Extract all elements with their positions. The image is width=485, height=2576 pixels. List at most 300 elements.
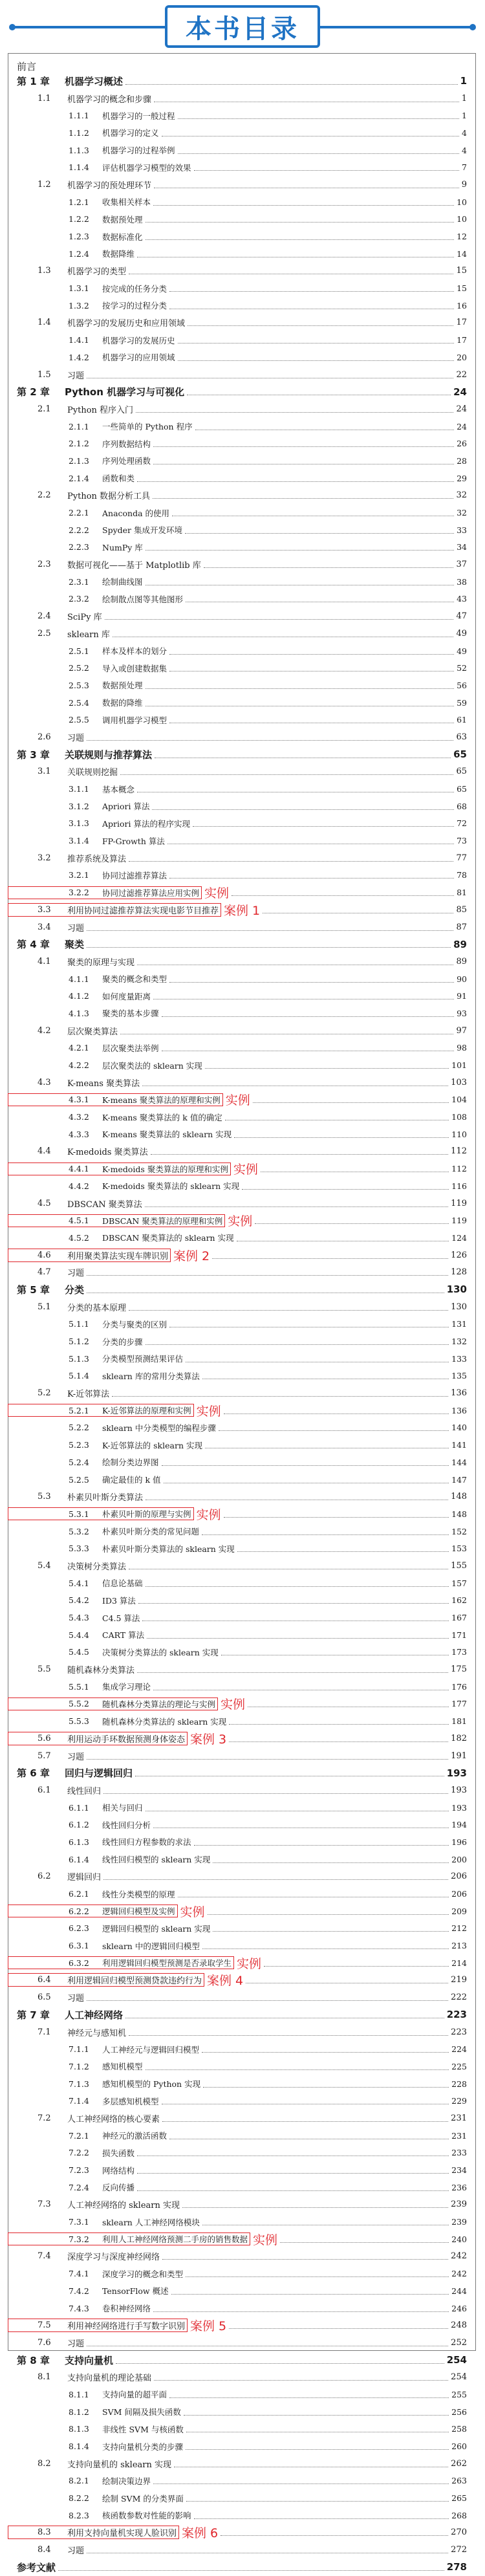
toc-entry-subsection[interactable]	[10, 591, 473, 608]
example-tag: 实例	[225, 1093, 250, 1108]
toc-entry-subsection[interactable]	[10, 2145, 473, 2162]
toc-entry-section[interactable]	[10, 901, 473, 919]
toc-entry-number: 第 2 章	[17, 386, 50, 398]
toc-entry-title: 利用聚类算法实现车牌识别	[67, 1251, 169, 1261]
toc-entry-page: 234	[451, 2165, 467, 2176]
highlight-box	[8, 2232, 250, 2245]
toc-entry-subsection[interactable]	[10, 1160, 473, 1177]
toc-entry-title: 机器学习的过程举例	[102, 146, 175, 156]
toc-entry-title: 机器学习的定义	[102, 128, 159, 138]
toc-entry-subsection[interactable]	[10, 2438, 473, 2455]
toc-entry-section[interactable]	[10, 314, 473, 332]
toc-entry-number: 7.1	[38, 2027, 51, 2037]
toc-entry-number: 1.1.4	[69, 162, 89, 173]
toc-entry-subsection[interactable]	[10, 884, 473, 901]
dot-leader	[237, 1551, 449, 1552]
toc-entry-section[interactable]	[10, 1661, 473, 1678]
toc-entry-subsection[interactable]	[10, 1816, 473, 1833]
toc-entry-subsection[interactable]	[10, 1056, 473, 1074]
toc-entry-section[interactable]	[10, 263, 473, 280]
toc-entry-section[interactable]	[10, 1298, 473, 1316]
dot-leader	[153, 2483, 449, 2484]
dot-leader	[147, 1638, 449, 1639]
toc-entry-page: 12	[457, 232, 467, 242]
toc-entry-title: 随机森林分类算法的 sklearn 实现	[102, 1716, 227, 1727]
toc-entry-subsection[interactable]	[10, 815, 473, 833]
toc-entry-page: 176	[451, 1681, 467, 1692]
dot-leader	[112, 1396, 448, 1397]
toc-entry-subsection[interactable]	[10, 2092, 473, 2110]
dot-leader	[208, 1914, 449, 1915]
toc-entry-number: 1.4.1	[69, 335, 89, 345]
dot-leader	[103, 1793, 448, 1794]
toc-entry-chapter[interactable]	[10, 1764, 473, 1782]
toc-entry-section[interactable]	[10, 1247, 473, 1264]
toc-entry-number: 1.4	[38, 318, 51, 328]
toc-entry-subsection[interactable]	[10, 1575, 473, 1592]
toc-entry-section[interactable]	[10, 2455, 473, 2472]
toc-entry-number: 5.2.1	[69, 1405, 89, 1415]
toc-entry-subsection[interactable]	[10, 1040, 473, 1057]
toc-entry-page: 136	[451, 1388, 467, 1399]
toc-entry-title: 利用逻辑回归模型预测贷款违约行为	[67, 1976, 202, 1987]
toc-entry-section[interactable]	[10, 1782, 473, 1799]
toc-entry-page: 219	[451, 1975, 467, 1985]
toc-entry-number: 7.2.1	[69, 2130, 89, 2141]
toc-entry-number: 3.2.2	[69, 888, 89, 898]
toc-entry-subsection[interactable]	[10, 677, 473, 694]
toc-entry-section[interactable]	[10, 1384, 473, 1402]
toc-entry-page: 104	[451, 1095, 467, 1105]
example-tag: 实例	[180, 1905, 205, 1919]
toc-entry-subsection[interactable]	[10, 1696, 473, 1713]
toc-entry-subsection[interactable]	[10, 435, 473, 452]
toc-entry-subsection[interactable]	[10, 1609, 473, 1626]
toc-entry-subsection[interactable]	[10, 1592, 473, 1610]
toc-entry-number: 2.2	[38, 490, 51, 501]
toc-entry-subsection[interactable]	[10, 2300, 473, 2317]
toc-entry-subsection[interactable]	[10, 1333, 473, 1350]
toc-entry-chapter[interactable]	[10, 935, 473, 953]
toc-entry-page: 214	[451, 1958, 467, 1968]
toc-entry-chapter[interactable]	[10, 72, 473, 90]
toc-entry-subsection[interactable]	[10, 1540, 473, 1557]
toc-entry-subsection[interactable]	[10, 1937, 473, 1954]
toc-entry-subsection[interactable]	[10, 521, 473, 539]
toc-entry-subsection[interactable]	[10, 1177, 473, 1195]
toc-entry-page: 223	[451, 2027, 467, 2037]
toc-entry-number: 4.3.1	[69, 1095, 89, 1105]
toc-entry-title: sklearn 中的逻辑回归模型	[102, 1941, 200, 1951]
toc-entry-end[interactable]	[10, 2559, 473, 2576]
toc-entry-number: 1.1	[38, 93, 51, 104]
toc-entry-number: 4.1.2	[69, 991, 89, 1001]
toc-entry-number: 1.1.3	[69, 145, 89, 155]
toc-entry-subsection[interactable]	[10, 470, 473, 487]
toc-entry-number: 3.1	[38, 767, 51, 777]
toc-entry-section[interactable]	[10, 1730, 473, 1747]
toc-entry-section[interactable]	[10, 2196, 473, 2214]
toc-entry-subsection[interactable]	[10, 2489, 473, 2507]
toc-entry-section[interactable]	[10, 728, 473, 746]
toc-entry-section[interactable]	[10, 1557, 473, 1575]
toc-entry-title: 支持向量机分类的步骤	[102, 2441, 184, 2452]
toc-entry-subsection[interactable]	[10, 142, 473, 159]
toc-entry-section[interactable]	[10, 2368, 473, 2386]
toc-entry-number: 5.3.1	[69, 1509, 89, 1519]
toc-entry-section[interactable]	[10, 1263, 473, 1281]
toc-entry-subsection[interactable]	[10, 1454, 473, 1471]
toc-entry-chapter[interactable]	[10, 2352, 473, 2369]
toc-entry-page: 112	[451, 1146, 467, 1157]
toc-entry-subsection[interactable]	[10, 1126, 473, 1143]
toc-entry-subsection[interactable]	[10, 1368, 473, 1385]
toc-entry-subsection[interactable]	[10, 2507, 473, 2524]
toc-entry-section[interactable]	[10, 1488, 473, 1505]
toc-entry-section[interactable]	[10, 2110, 473, 2127]
toc-entry-subsection[interactable]	[10, 659, 473, 677]
dot-leader	[253, 1102, 449, 1103]
toc-entry-title: TensorFlow 概述	[102, 2286, 169, 2297]
example-tag: 案例 4	[207, 1974, 244, 1989]
toc-entry-title: 人工神经网络的核心要素	[67, 2114, 160, 2124]
toc-entry-page: 173	[451, 1647, 467, 1657]
toc-entry-subsection[interactable]	[10, 2231, 473, 2248]
toc-entry-subsection[interactable]	[10, 504, 473, 521]
toc-entry-section[interactable]	[10, 2334, 473, 2352]
toc-entry-subsection[interactable]	[10, 2161, 473, 2179]
toc-entry-page: 47	[456, 611, 467, 622]
toc-entry-subsection[interactable]	[10, 228, 473, 245]
toc-entry-subsection[interactable]	[10, 1644, 473, 1661]
toc-entry-subsection[interactable]	[10, 1350, 473, 1368]
toc-entry-subsection[interactable]	[10, 2127, 473, 2145]
toc-entry-subsection[interactable]	[10, 642, 473, 660]
example-tag: 案例 3	[190, 1732, 227, 1747]
toc-entry-chapter[interactable]	[10, 2006, 473, 2024]
toc-entry-title: DBSCAN 聚类算法的 sklearn 实现	[102, 1233, 234, 1243]
toc-entry-page: 194	[451, 1820, 467, 1830]
toc-entry-number: 3.1.4	[69, 836, 89, 846]
toc-entry-number: 5.4	[38, 1560, 51, 1571]
toc-entry-title: 绘制散点图等其他图形	[102, 594, 184, 604]
toc-entry-page: 43	[457, 594, 467, 604]
toc-entry-subsection[interactable]	[10, 1833, 473, 1851]
toc-entry-number: 3.3	[38, 904, 51, 915]
toc-entry-number: 1.4.2	[69, 352, 89, 362]
toc-entry-title: 线性分类模型的原理	[102, 1889, 175, 1899]
toc-entry-subsection[interactable]	[10, 124, 473, 142]
toc-entry-page: 16	[457, 300, 467, 311]
toc-entry-page: 260	[451, 2441, 467, 2452]
toc-entry-number: 5.2.4	[69, 1457, 89, 1467]
toc-entry-subsection[interactable]	[10, 1626, 473, 1644]
toc-entry-number: 2.1	[38, 404, 51, 414]
toc-entry-subsection[interactable]	[10, 452, 473, 470]
example-tag: 实例	[228, 1214, 253, 1229]
toc-entry-subsection[interactable]	[10, 245, 473, 263]
toc-entry-section[interactable]	[10, 1972, 473, 1989]
toc-entry-number: 5.4.2	[69, 1595, 89, 1606]
toc-entry-page: 85	[456, 904, 467, 915]
toc-entry-title: DBSCAN 聚类算法的原理和实例	[102, 1216, 223, 1226]
toc-entry-subsection[interactable]	[10, 1108, 473, 1126]
toc-entry-section[interactable]	[10, 487, 473, 505]
toc-entry-subsection[interactable]	[10, 711, 473, 728]
toc-entry-subsection[interactable]	[10, 107, 473, 124]
toc-entry-number: 7.3.2	[69, 2234, 89, 2244]
toc-entry-title: sklearn 库	[67, 629, 110, 640]
highlight-box	[8, 1973, 204, 1987]
toc-entry-page: 231	[451, 2113, 467, 2123]
toc-entry-subsection[interactable]	[10, 1523, 473, 1540]
dot-leader	[145, 1206, 448, 1207]
toc-entry-page: 119	[451, 1198, 467, 1208]
toc-entry-subsection[interactable]	[10, 2282, 473, 2300]
toc-entry-number: 8.2	[38, 2458, 51, 2469]
toc-entry-subsection[interactable]	[10, 1678, 473, 1696]
toc-entry-title: 机器学习的一般过程	[102, 111, 175, 121]
toc-entry-title: 协同过滤推荐算法应用实例	[102, 888, 200, 898]
toc-entry-page: 38	[457, 576, 467, 587]
toc-entry-subsection[interactable]	[10, 867, 473, 884]
toc-entry-subsection[interactable]	[10, 1091, 473, 1109]
toc-entry-number: 7.2.3	[69, 2165, 89, 2176]
toc-entry-section[interactable]	[10, 366, 473, 384]
toc-entry-subsection[interactable]	[10, 1954, 473, 1972]
toc-entry-number: 3.1.2	[69, 801, 89, 811]
toc-entry-number: 6.1.4	[69, 1854, 89, 1864]
toc-entry-subsection[interactable]	[10, 970, 473, 988]
toc-entry-page: 148	[451, 1492, 467, 1502]
toc-entry-section[interactable]	[10, 849, 473, 867]
toc-entry-number: 3.1.1	[69, 784, 89, 794]
toc-entry-subsection[interactable]	[10, 1212, 473, 1229]
toc-entry-title: sklearn 中分类模型的编程步骤	[102, 1423, 216, 1433]
toc-entry-subsection[interactable]	[10, 1229, 473, 1247]
toc-entry-subsection[interactable]	[10, 2179, 473, 2196]
toc-entry-page: 254	[446, 2354, 467, 2366]
toc-entry-subsection[interactable]	[10, 2213, 473, 2231]
toc-entry-subsection[interactable]	[10, 1903, 473, 1920]
toc-entry-number: 8.2.3	[69, 2510, 89, 2520]
toc-entry-subsection[interactable]	[10, 2472, 473, 2490]
toc-entry-number: 7.4	[38, 2251, 51, 2262]
toc-entry-page: 97	[456, 1025, 467, 1036]
toc-entry-section[interactable]	[10, 176, 473, 193]
dot-leader	[178, 153, 460, 154]
toc-entry-number: 4.6	[38, 1250, 51, 1260]
toc-entry-section[interactable]	[10, 607, 473, 625]
toc-entry-page: 182	[451, 1733, 467, 1743]
toc-entry-section[interactable]	[10, 2541, 473, 2559]
toc-entry-section[interactable]	[10, 625, 473, 642]
toc-entry-title: K-medoids 聚类算法	[67, 1148, 148, 1158]
toc-entry-page: 152	[451, 1526, 467, 1536]
toc-entry-subsection[interactable]	[10, 331, 473, 349]
toc-entry-page: 258	[451, 2424, 467, 2434]
dot-leader	[224, 1517, 449, 1518]
toc-entry-chapter[interactable]	[10, 383, 473, 400]
toc-entry-page: 73	[457, 836, 467, 846]
toc-entry-subsection[interactable]	[10, 573, 473, 591]
toc-entry-section[interactable]	[10, 919, 473, 936]
toc-entry-page: 128	[451, 1267, 467, 1278]
toc-entry-subsection[interactable]	[10, 193, 473, 211]
toc-entry-page: 131	[451, 1319, 467, 1329]
toc-entry-title: 分类模型预测结果评估	[102, 1354, 184, 1364]
toc-entry-number: 6.3.1	[69, 1941, 89, 1951]
toc-entry-section[interactable]	[10, 556, 473, 573]
toc-entry-page: 240	[451, 2234, 467, 2244]
toc-entry-subsection[interactable]	[10, 418, 473, 435]
toc-entry-number: 5.1.3	[69, 1353, 89, 1364]
toc-entry-subsection[interactable]	[10, 1885, 473, 1903]
toc-entry-subsection[interactable]	[10, 1712, 473, 1730]
toc-entry-section[interactable]	[10, 1747, 473, 1765]
example-tag: 实例	[237, 1956, 262, 1971]
toc-entry-section[interactable]	[10, 90, 473, 107]
toc-entry-subsection[interactable]	[10, 2058, 473, 2075]
dot-leader	[229, 1741, 448, 1742]
highlight-box	[8, 1732, 188, 1745]
dot-leader	[129, 861, 453, 862]
toc-entry-subsection[interactable]	[10, 211, 473, 228]
dot-leader	[169, 878, 454, 879]
toc-entry-page: 15	[457, 283, 467, 294]
toc-entry-subsection[interactable]	[10, 349, 473, 366]
toc-entry-title: 分类的基本原理	[67, 1303, 127, 1313]
toc-entry-subsection[interactable]	[10, 1471, 473, 1489]
toc-entry-subsection[interactable]	[10, 694, 473, 712]
dot-leader	[146, 1586, 449, 1587]
toc-entry-section[interactable]	[10, 1868, 473, 1886]
dot-leader	[213, 1931, 449, 1932]
toc-entry-number: 8.2.1	[69, 2476, 89, 2486]
toc-entry-title: 聚类的概念和类型	[102, 974, 167, 985]
toc-entry-section[interactable]	[10, 1989, 473, 2006]
toc-entry-title: Anaconda 的使用	[102, 508, 170, 518]
toc-entry-subsection[interactable]	[10, 1316, 473, 1333]
toc-entry-page: 4	[462, 127, 467, 138]
toc-entry-page: 10	[457, 214, 467, 224]
toc-entry-subsection[interactable]	[10, 2040, 473, 2058]
toc-entry-subsection[interactable]	[10, 1799, 473, 1817]
toc-entry-subsection[interactable]	[10, 1419, 473, 1437]
toc-entry-title: 线性回归模型的 sklearn 实现	[102, 1855, 211, 1865]
dot-leader	[186, 2449, 449, 2450]
toc-entry-section[interactable]	[10, 1074, 473, 1091]
toc-entry-number: 2.1.3	[69, 455, 89, 466]
toc-entry-subsection[interactable]	[10, 1005, 473, 1022]
toc-entry-page: 72	[457, 818, 467, 829]
dot-leader	[162, 1016, 455, 1017]
toc-entry-subsection[interactable]	[10, 158, 473, 176]
toc-entry-section[interactable]	[10, 2024, 473, 2041]
toc-entry-page: 224	[451, 2044, 467, 2055]
toc-entry-number: 4.2.1	[69, 1043, 89, 1053]
toc-entry-title: 分类与聚类的区别	[102, 1319, 167, 1329]
toc-entry-page: 148	[451, 1509, 467, 1519]
toc-entry-title: 信息论基础	[102, 1578, 143, 1589]
toc-entry-subsection[interactable]	[10, 1505, 473, 1523]
highlight-box	[8, 1905, 178, 1917]
toc-entry-title: C4.5 算法	[102, 1613, 140, 1623]
toc-entry-page: 65	[456, 767, 467, 777]
toc-entry-subsection[interactable]	[10, 2403, 473, 2421]
toc-entry-number: 1.2.4	[69, 248, 89, 259]
toc-entry-title: 分类的步骤	[102, 1337, 143, 1347]
toc-entry-subsection[interactable]	[10, 780, 473, 798]
toc-entry-page: 254	[451, 2372, 467, 2383]
toc-entry-page: 87	[456, 922, 467, 932]
toc-entry-section[interactable]	[10, 400, 473, 418]
toc-entry-page: 193	[451, 1802, 467, 1813]
toc-entry-number: 5.1.2	[69, 1337, 89, 1347]
toc-entry-section[interactable]	[10, 2248, 473, 2265]
toc-entry-subsection[interactable]	[10, 1920, 473, 1937]
toc-entry-subsection[interactable]	[10, 798, 473, 815]
toc-entry-section[interactable]	[10, 953, 473, 970]
toc-entry-title: 数据可视化——基于 Matplotlib 库	[67, 561, 201, 571]
toc-entry-section[interactable]	[10, 1022, 473, 1040]
toc-entry-title: 支持向量机的理论基础	[67, 2374, 152, 2384]
toc-entry-number: 6.2.2	[69, 1906, 89, 1916]
toc-entry-page: 193	[446, 1767, 467, 1779]
toc-entry-title: Python 程序入门	[67, 405, 134, 415]
toc-entry-section[interactable]	[10, 2524, 473, 2542]
toc-entry-subsection[interactable]	[10, 832, 473, 849]
toc-entry-chapter[interactable]	[10, 1281, 473, 1298]
highlight-box	[8, 1162, 231, 1175]
toc-entry-number: 7.1.4	[69, 2096, 89, 2106]
toc-entry-number: 7.1.2	[69, 2061, 89, 2071]
toc-entry-chapter[interactable]	[10, 746, 473, 763]
toc-entry-title: DBSCAN 聚类算法	[67, 1199, 142, 1210]
toc-entry-subsection[interactable]	[10, 297, 473, 314]
toc-entry-title: 决策树分类算法的 sklearn 实现	[102, 1647, 219, 1657]
toc-entry-subsection[interactable]	[10, 539, 473, 556]
dot-leader	[125, 84, 458, 85]
toc-entry-number: 4.5.2	[69, 1232, 89, 1243]
toc-entry-section[interactable]	[10, 1143, 473, 1161]
toc-entry-section[interactable]	[10, 1195, 473, 1212]
highlight-box	[8, 1507, 194, 1520]
dot-leader	[186, 2276, 449, 2277]
toc-entry-number: 5.5	[38, 1665, 51, 1675]
preface-label[interactable]: 前言	[17, 61, 37, 72]
example-tag: 实例	[233, 1162, 258, 1177]
toc-entry-subsection[interactable]	[10, 2265, 473, 2282]
highlight-box	[8, 1956, 234, 1969]
toc-entry-subsection[interactable]	[10, 2421, 473, 2438]
toc-entry-section[interactable]	[10, 763, 473, 781]
toc-entry-subsection[interactable]	[10, 279, 473, 297]
toc-entry-number: 4.4	[38, 1146, 51, 1157]
toc-entry-subsection[interactable]	[10, 1436, 473, 1454]
dot-leader	[213, 1862, 449, 1863]
example-tag: 实例	[196, 1507, 221, 1522]
dot-leader	[234, 1137, 449, 1138]
toc-entry-subsection[interactable]	[10, 1851, 473, 1868]
toc-entry-subsection[interactable]	[10, 1402, 473, 1419]
toc-entry-section[interactable]	[10, 2317, 473, 2334]
toc-entry-number: 6.1	[38, 1785, 51, 1795]
toc-entry-subsection[interactable]	[10, 2386, 473, 2403]
toc-entry-subsection[interactable]	[10, 2075, 473, 2093]
toc-entry-subsection[interactable]	[10, 987, 473, 1005]
dot-leader	[162, 2259, 448, 2260]
